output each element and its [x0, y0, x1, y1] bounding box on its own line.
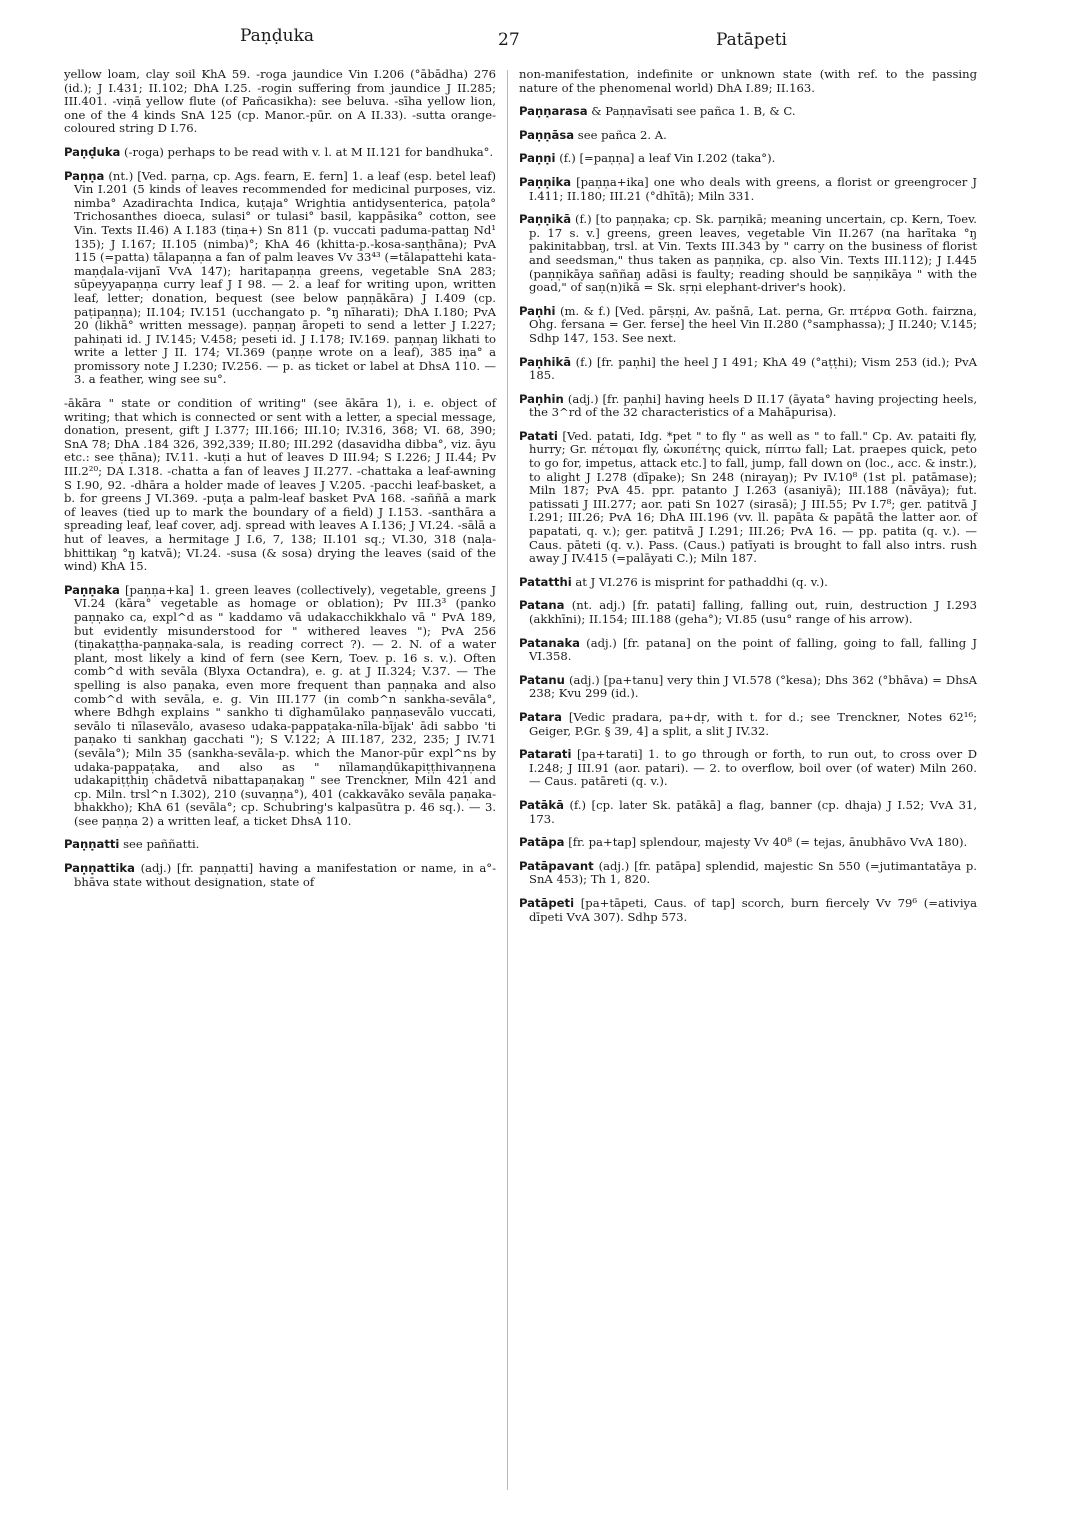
entry-text: yellow loam, clay soil KhA 59. -roga jaundice Vin I.206 (°ābādha) 276 (id.); J I.431; II.102; DhA I.25. -rogin suffering from jaundice J II.285; III.401. -viṇā yellow flute (of Pañcasikha): see beluva. -sīha yellow lion, one of the 4 kinds SnA 125 (cp. Manor.-pūr. on A II.33). -sutta orange-coloured string D I.76. — [64, 67, 496, 136]
entry-text: [paṇṇa+ka] 1. green leaves (collectively), vegetable, greens J VI.24 (kāra° vegetable as homage or oblation); Pv III.3³ (panko paṇṇako ca, expl^d as " kaddamo vā udakacchikkhalo vā " PvA 189, but evidently misunderstood for " withered leaves "); PvA 256 (tiṇakaṭṭha-paṇṇaka-sala, is reading correct ?). — 2. N. of a water plant, most likely a kind of fern (see Kern, Toev. p. 16 s. v.). Often comb^d with sevāla (Blyxa Octandra), e. g. at J II.324; V.37. — The spelling is also paṇaka, even more frequent than paṇṇaka and also comb^d with sevāla, e. g. Vin III.177 (in comb^n sankha-sevāla°, where Bdhgh explains " sankho ti dīghamūlako paṇṇasevālo vuccati, sevālo ti nīlasevālo, avaseso udaka-pappaṭaka-nīla-bījak' ādi sabbo 'ti paṇako ti sankhaŋ gacchati "); S V.122; A III.187, 232, 235; J IV.71 (sevāla°); Miln 35 (sankha-sevāla-p. which the Manor-pūr expl^ns by udaka-pappaṭaka, and also as " nīlamaṇḍūkapiṭṭhivaṇṇena udakapiṭṭhiŋ chādetvā nibattapaṇakaŋ " see Trenckner, Miln 421 and cp. Miln. trsl^n I.302), 210 (suvaṇṇa°), 401 (cakkavāko sevāla paṇaka-bhakkho); KhA 61 (sevāla°; cp. Schubring's kalpasūtra p. 46 sq.). — 3. (see paṇṇa 2) a written leaf, a ticket DhsA 110. — [74, 582, 496, 828]
dictionary-entry — [519, 897, 977, 924]
entry-headword: Patatthi — [519, 574, 572, 589]
entry-headword: Paṇṇa — [64, 168, 105, 183]
dictionary-entry — [519, 637, 977, 664]
entry-headword: Paṇḍuka — [64, 144, 121, 159]
entry-text: (adj.) [fr. patana] on the point of falling, going to fall, falling J VI.358. — [529, 635, 978, 664]
entry-text: (-roga) perhaps to be read with v. l. at M II.121 for bandhuka°. — [124, 144, 494, 159]
dictionary-entry — [519, 599, 977, 626]
entry-text: -ākāra " state or condition of writing" (see ākāra 1), i. e. object of writing; that which is connected or sent with a letter, a special message, donation, present, gift J I.377; III.166; III.10; IV.316, 368; VI. 68, 390; SnA 78; DhA .184 326, 392,339; II.80; III.292 (dasavidha dibba°, viz. āyu etc.: see ṭhāna); IV.11. -kuṭi a hut of leaves D III.94; S I.226; J II.44; Pv III.2²⁰; DA I.318. -chatta a fan of leaves J II.277. -chattaka a leaf-awning S I.90, 92. -dhāra a holder made of leaves J V.205. -pacchi leaf-basket, a b. for greens J VI.369. -puṭa a palm-leaf basket PvA 168. -saññā a mark of leaves (tied up to mark the boundary of a field) J I.153. -santhāra a spreading leaf, leaf cover, adj. spread with leaves A I.136; J VI.24. -sālā a hut of leaves, a hermitage J I.6, 7, 138; II.101 sq.; VI.30, 318 (naḷa-bhittikaŋ °ŋ katvā); VI.24. -susa (& sosa) drying the leaves (said of the wind) KhA 15. — [64, 396, 496, 574]
entry-headword: Paṇṇatti — [64, 837, 120, 852]
dictionary-entry — [64, 397, 496, 574]
dictionary-entry — [519, 356, 977, 383]
dictionary-entry — [64, 170, 496, 388]
entry-headword: Patanu — [519, 672, 565, 687]
dictionary-entry — [519, 393, 977, 420]
dictionary-entry — [519, 711, 977, 738]
entry-headword: Patanaka — [519, 635, 580, 650]
dictionary-entry — [519, 129, 977, 143]
entry-headword: Paṇhin — [519, 391, 564, 406]
entry-text: (f.) [fr. paṇhi] the heel J I 491; KhA 49 (°aṭṭhi); Vism 253 (id.); PvA 185. — [529, 354, 977, 383]
dictionary-entry — [519, 860, 977, 887]
entry-text: non-manifestation, indefinite or unknown state (with ref. to the passing nature of the phenomenal world) DhA I.89; II.163. — [519, 67, 977, 95]
entry-headword: Patati — [519, 428, 558, 443]
dictionary-entry — [519, 68, 977, 95]
entry-headword: Paṇṇarasa — [519, 104, 588, 119]
dictionary-entry — [64, 838, 496, 852]
entry-text: & Paṇṇavīsati see pañca 1. B, & C. — [591, 104, 796, 119]
entry-text: (nt. adj.) [fr. patati] falling, falling out, ruin, destruction J I.293 (akkhīni); II.154; III.188 (geha°); VI.85 (usu° range of his arrow). — [529, 598, 977, 626]
page-number: 27 — [498, 30, 520, 50]
entry-headword: Patāpa — [519, 835, 565, 850]
entry-text: [Ved. patati, Idg. *pet " to fly " as well as " to fall." Cp. Av. pataiti fly, hurry; Gr. πέτομαι fly, ὠκυπέτης quick, πίπτω fall; Lat. praepes quick, peto to go for, impetus, attack etc.] to fall, jump, fall down on (loc., acc. & instr.), to alight J I.278 (dīpake); Sn 248 (nirayaŋ); Pv IV.10⁸ (1st pl. patāmase); Miln 187; PvA 45. ppr. patanto J I.263 (asaniyā); III.188 (nāvāya); fut. patissati J III.277; aor. pati Sn 1027 (sirasā); J III.55; Pv I.7⁸; ger. patitvā J I.291; III.26; PvA 16; DhA III.196 (vv. ll. papāta & papātā the latter aor. of papatati, q. v.); ger. patitvā J I.291; III.26; PvA 16. — pp. patita (q. v.). — Caus. pāteti (q. v.). Pass. (Caus.) patīyati is brought to fall also intrs. rush away J IV.415 (=palāyati C.); Miln 187. — [529, 428, 977, 566]
dictionary-entry — [519, 748, 977, 789]
dictionary-entry — [519, 576, 977, 590]
entry-headword: Paṇṇāsa — [519, 127, 575, 142]
dictionary-entry — [64, 68, 496, 136]
entry-text: [fr. pa+tap] splendour, majesty Vv 40⁸ (= tejas, ānubhāvo VvA 180). — [568, 835, 968, 850]
entry-text: [Vedic pradara, pa+dṛ, with t. for d.; see Trenckner, Notes 62¹⁶; Geiger, P.Gr. § 39, 4] a split, a slit J IV.32. — [529, 709, 978, 738]
entry-headword: Patāpavant — [519, 858, 594, 873]
entry-headword: Paṇhikā — [519, 354, 572, 369]
entry-headword: Paṇṇaka — [64, 582, 120, 597]
entry-headword: Paṇṇika — [519, 174, 572, 189]
entry-text: (adj.) [pa+tanu] very thin J VI.578 (°kesa); Dhs 362 (°bhāva) = DhsA 238; Kvu 299 (id.). — [529, 672, 978, 701]
entry-headword: Paṇhi — [519, 303, 556, 318]
entry-text: [pa+tāpeti, Caus. of tap] scorch, burn fiercely Vv 79⁶ (=ativiya dīpeti VvA 307). Sdhp 573. — [529, 895, 977, 924]
dictionary-entry — [519, 836, 977, 850]
entry-text: (f.) [cp. later Sk. patākā] a flag, banner (cp. dhaja) J I.52; VvA 31, 173. — [529, 797, 978, 826]
entry-headword: Paṇṇikā — [519, 212, 572, 227]
dictionary-entry — [64, 584, 496, 829]
dictionary-entry — [64, 862, 496, 889]
entry-text: see pañca 2. A. — [577, 127, 667, 142]
entry-text: (adj.) [fr. patāpa] splendid, majestic Sn 550 (=jutimantatāya p. SnA 453); Th 1, 820. — [529, 858, 977, 887]
running-head-left: Paṇḍuka — [240, 26, 315, 46]
dictionary-entry — [519, 152, 977, 166]
entry-headword: Patara — [519, 709, 562, 724]
entry-headword: Paṇṇi — [519, 151, 556, 166]
dictionary-entry — [519, 799, 977, 826]
entry-text: (adj.) [fr. paṇhi] having heels D II.17 (āyata° having projecting heels, the 3^rd of the 32 characteristics of a Mahāpurisa). — [529, 391, 978, 420]
dictionary-entry — [64, 146, 496, 160]
left-column — [64, 68, 496, 899]
entry-headword: Paṇṇattika — [64, 861, 135, 876]
entry-text: (m. & f.) [Ved. pārṣṇi, Av. pašnā, Lat. perna, Gr. πτέρνα Goth. fairzna, Ohg. fersana = Ger. ferse] the heel Vin II.280 (°samphassa); J II.240; V.145; Sdhp 147, 153. See next. — [529, 303, 977, 345]
entry-headword: Patarati — [519, 747, 572, 762]
entry-text: (f.) [=paṇṇa] a leaf Vin I.202 (taka°). — [559, 151, 776, 166]
entry-text: at J VI.276 is misprint for pathaddhi (q. v.). — [575, 574, 828, 589]
dictionary-entry — [519, 176, 977, 203]
entry-text: (nt.) [Ved. parṇa, cp. Ags. fearn, E. fern] 1. a leaf (esp. betel leaf) Vin I.201 (5 kinds of leaves recommended for medicinal purposes, viz. nimba° Azadirachta Indica, kuṭaja° Wrightia antidysenterica, paṭola° Trichosanthes dioeca, sulasi° or tulasi° basil, kappāsika° cotton, see Vin. Texts II.46) A I.183 (tiṇa+) Sn 811 (p. vuccati paduma-pattaŋ Nd¹ 135); J I.167; II.105 (nimba)°; KhA 46 (khitta-p.-kosa-saṇṭhāna); PvA 115 (=patta) tālapaṇṇa a fan of palm leaves Vv 33⁴³ (=tālapattehi kata-maṇḍala-vijanī VvA 147); haritapaṇṇa greens, vegetable SnA 283; sūpeyyapaṇṇa curry leaf J I 98. — 2. a leaf for writing upon, written leaf, letter; donation, bequest (see below paṇṇākāra) J I.409 (cp. paṭipaṇṇa); II.104; IV.151 (ucchangato p. °ŋ nīharati); DhA I.180; PvA 20 (likhā° written message). paṇṇaŋ āropeti to send a letter J I.227; pahiṇati id. J IV.145; V.458; peseti id. J I.178; IV.169. paṇṇaŋ likhati to write a letter J II. 174; VI.369 (paṇṇe wrote on a leaf), 385 iṇa° a promissory note J I.230; IV.256. — p. as ticket or label at DhsA 110. — 3. a feather, wing see su°. — [74, 168, 497, 387]
entry-headword: Patāpeti — [519, 895, 575, 910]
entry-text: (f.) [to paṇṇaka; cp. Sk. parṇikā; meaning uncertain, cp. Kern, Toev. p. 17 s. v.] greens, green leaves, vegetable Vin II.267 (na harītaka °ŋ pakinitabbaŋ, trsl. at Vin. Texts III.343 by " carry on the business of florist and seedsman," thus taken as paṇṇika, cp. also Vin. Texts III.112); J I.445 (paṇṇikāya saññaŋ adāsi is faulty; reading should be saṇṇikāya " with the goad," of saṇ(n)ikā = Sk. sṛṇi elephant-driver's hook). — [529, 212, 977, 295]
entry-text: [pa+tarati] 1. to go through or forth, to run out, to cross over D I.248; J III.91 (aor. patari). — 2. to overflow, boil over (of water) Miln 260. — Caus. patāreti (q. v.). — [529, 747, 978, 789]
entry-headword: Patākā — [519, 797, 564, 812]
running-head-right: Patāpeti — [716, 30, 787, 50]
dictionary-entry — [519, 674, 977, 701]
page-header — [0, 22, 1073, 56]
dictionary-entry — [519, 213, 977, 295]
column-divider — [507, 70, 508, 1490]
entry-headword: Patana — [519, 598, 565, 613]
entry-text: [paṇṇa+ika] one who deals with greens, a florist or greengrocer J I.411; II.180; III.21 (°dhītā); Miln 331. — [529, 174, 977, 203]
right-column — [519, 68, 977, 934]
dictionary-entry — [519, 430, 977, 566]
dictionary-entry — [519, 305, 977, 346]
entry-text: (adj.) [fr. paṇṇatti] having a manifestation or name, in a°-bhāva state without designation, state of — [74, 861, 496, 889]
dictionary-entry — [519, 105, 977, 119]
entry-text: see paññatti. — [123, 837, 200, 852]
